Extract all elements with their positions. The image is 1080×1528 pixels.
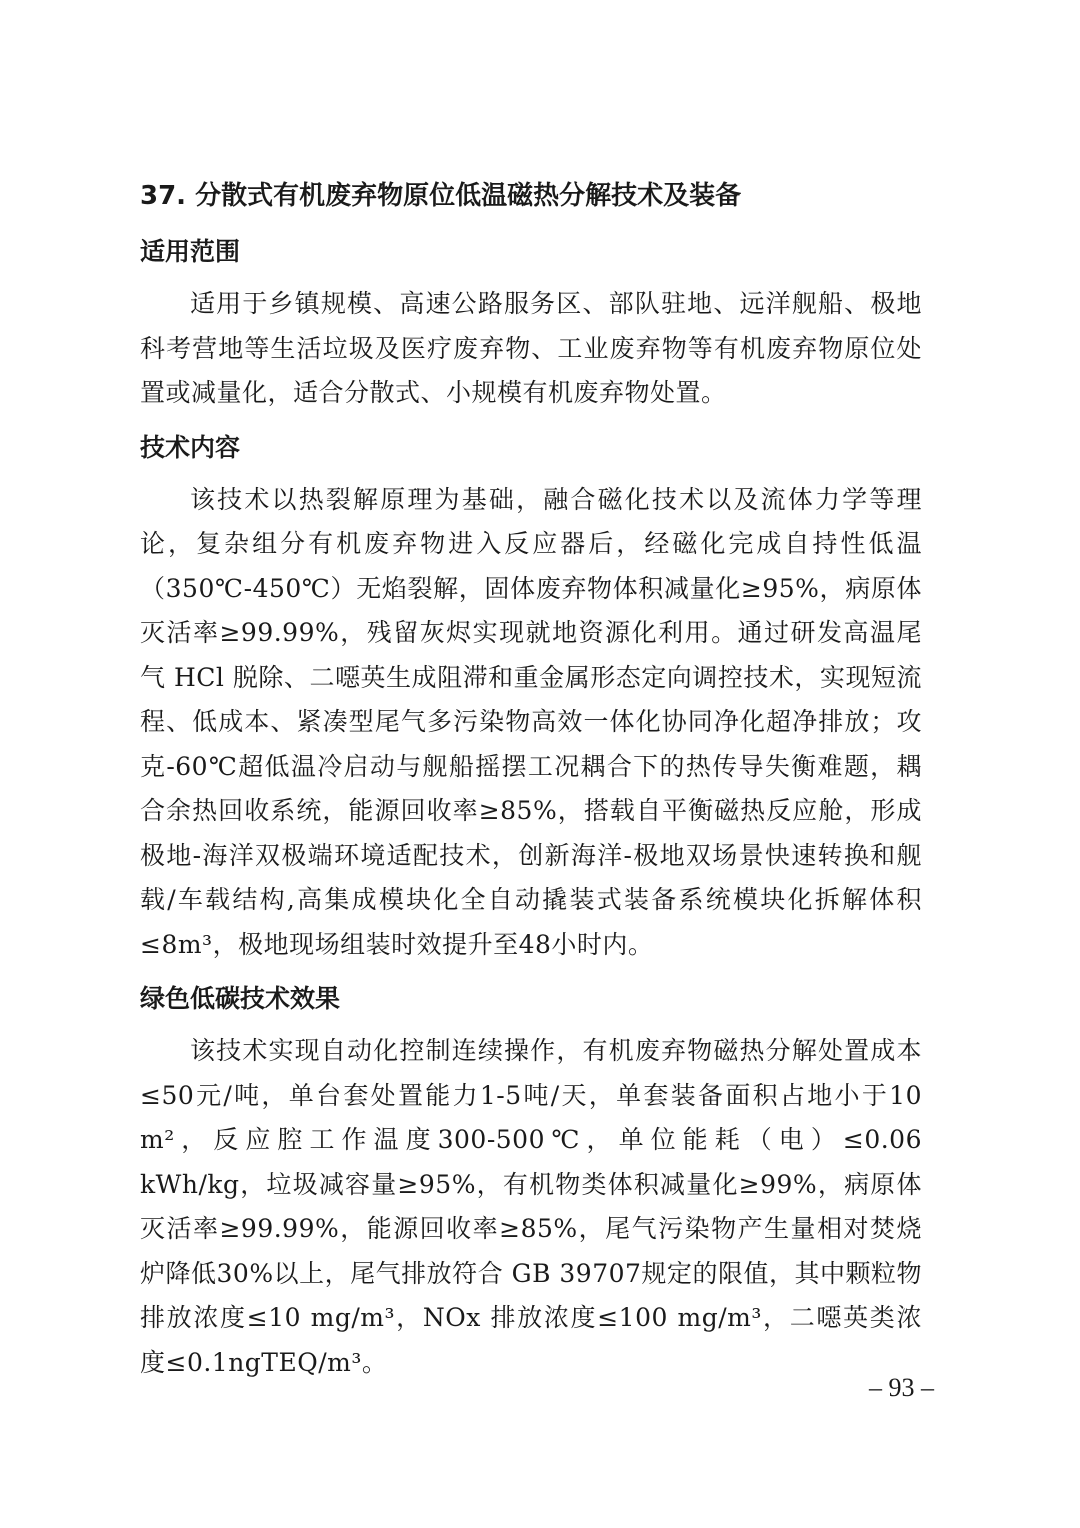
document-title: 37. 分散式有机废弃物原位低温磁热分解技术及装备 xyxy=(140,181,742,211)
section-heading-green-effect: 绿色低碳技术效果 xyxy=(140,984,341,1013)
page-number: – 93 – xyxy=(869,1373,934,1402)
section-green-effect xyxy=(140,971,922,1385)
document-page xyxy=(140,168,922,1389)
section-body-green-effect: 该技术实现自动化控制连续操作，有机废弃物磁热分解处置成本≤50元/吨，单台套处置能力1-5吨/天，单套装备面积占地小于10 m²，反应腔工作温度300-500℃，单位能耗（电）≤0.06 kWh/kg，垃圾减容量≥95%，有机物类体积减量化≥99%，病原体灭活率≥99.99%，能源回收率≥85%，尾气污染物产生量相对焚烧炉降低30%以上，尾气排放符合 GB 39707规定的限值，其中颗粒物排放浓度≤10 mg/m³，NOx 排放浓度≤100 mg/m³，二噁英类浓度≤0.1ngTEQ/m³。 xyxy=(140,1036,922,1377)
section-heading-tech-content: 技术内容 xyxy=(140,432,241,462)
section-body-scope: 适用于乡镇规模、高速公路服务区、部队驻地、远洋舰船、极地科考营地等生活垃圾及医疗废弃物、工业废弃物等有机废弃物原位处置或减量化，适合分散式、小规模有机废弃物处置。 xyxy=(140,289,922,407)
section-heading-scope: 适用范围 xyxy=(140,237,241,266)
section-tech-content xyxy=(140,420,922,968)
section-scope xyxy=(140,224,922,416)
section-body-tech-content: 该技术以热裂解原理为基础，融合磁化技术以及流体力学等理论，复杂组分有机废弃物进入反应器后，经磁化完成自持性低温（350℃-450℃）无焰裂解，固体废弃物体积减量化≥95%，病原体灭活率≥99.99%，残留灰烬实现就地资源化利用。通过研发高温尾气 HCl 脱除、二噁英生成阻滞和重金属形态定向调控技术，实现短流程、低成本、紧凑型尾气多污染物高效一体化协同净化超净排放；攻克-60℃超低温冷启动与舰船摇摆工况耦合下的热传导失衡难题，耦合余热回收系统，能源回收率≥85%，搭载自平衡磁热反应舱，形成极地-海洋双极端环境适配技术，创新海洋-极地双场景快速转换和舰载/车载结构,高集成模块化全自动撬装式装备系统模块化拆解体积≤8m³，极地现场组装时效提升至48小时内。 xyxy=(140,484,922,959)
